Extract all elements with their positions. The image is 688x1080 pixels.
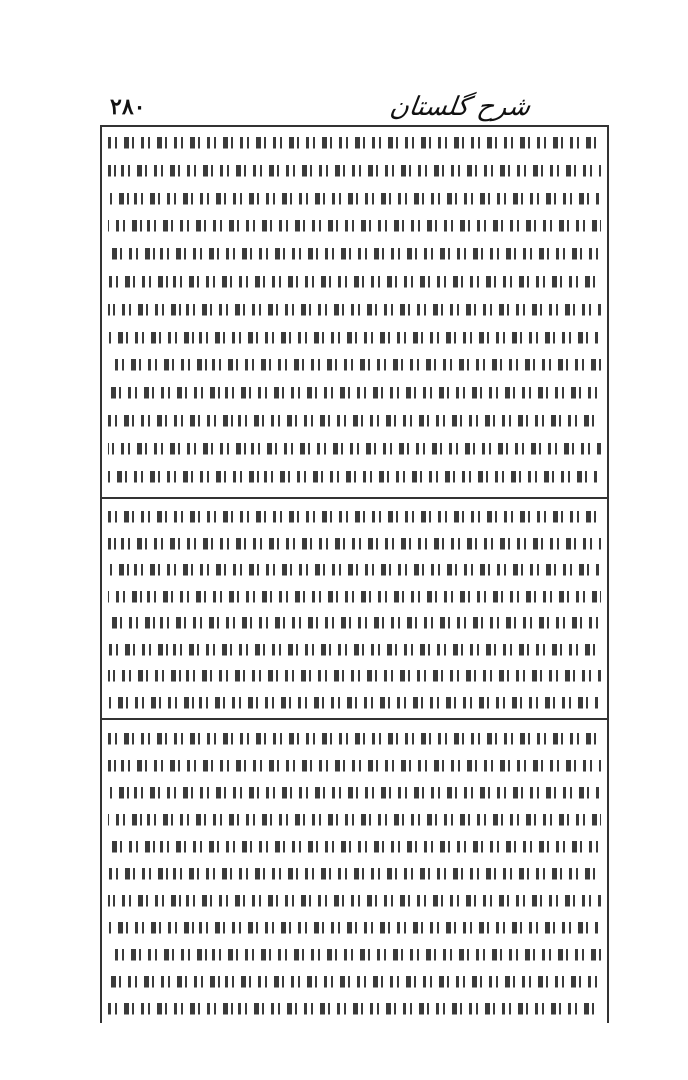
handwritten-line	[108, 129, 601, 155]
handwritten-line	[108, 860, 601, 886]
handwritten-line	[108, 968, 601, 994]
handwritten-line	[108, 351, 601, 377]
handwritten-line	[108, 806, 601, 832]
handwritten-line	[108, 779, 601, 805]
handwritten-line	[108, 379, 601, 405]
page-number: ۲۸۰	[110, 94, 146, 120]
section-divider-2	[102, 718, 607, 720]
handwritten-line	[108, 296, 601, 322]
handwritten-line	[108, 689, 601, 715]
handwritten-line	[108, 463, 601, 489]
handwritten-line	[108, 941, 601, 967]
top-rule	[102, 125, 607, 127]
text-block	[100, 125, 609, 1023]
handwritten-line	[108, 609, 601, 635]
handwritten-line	[108, 662, 601, 688]
handwritten-line	[108, 995, 601, 1021]
handwritten-line	[108, 583, 601, 609]
handwritten-line	[108, 887, 601, 913]
handwritten-line	[108, 157, 601, 183]
handwritten-line	[108, 324, 601, 350]
handwritten-line	[108, 212, 601, 238]
section-divider-1	[102, 497, 607, 499]
handwritten-line	[108, 530, 601, 556]
handwritten-line	[108, 503, 601, 529]
handwritten-line	[108, 407, 601, 433]
handwritten-line	[108, 752, 601, 778]
handwritten-line	[108, 914, 601, 940]
page-title: شرح گلستان	[387, 92, 533, 122]
handwritten-line	[108, 556, 601, 582]
handwritten-line	[108, 268, 601, 294]
handwritten-line	[108, 185, 601, 211]
handwritten-line	[108, 833, 601, 859]
page-header	[110, 92, 533, 124]
handwritten-line	[108, 435, 601, 461]
handwritten-line	[108, 240, 601, 266]
handwritten-line	[108, 636, 601, 662]
handwritten-line	[108, 725, 601, 751]
